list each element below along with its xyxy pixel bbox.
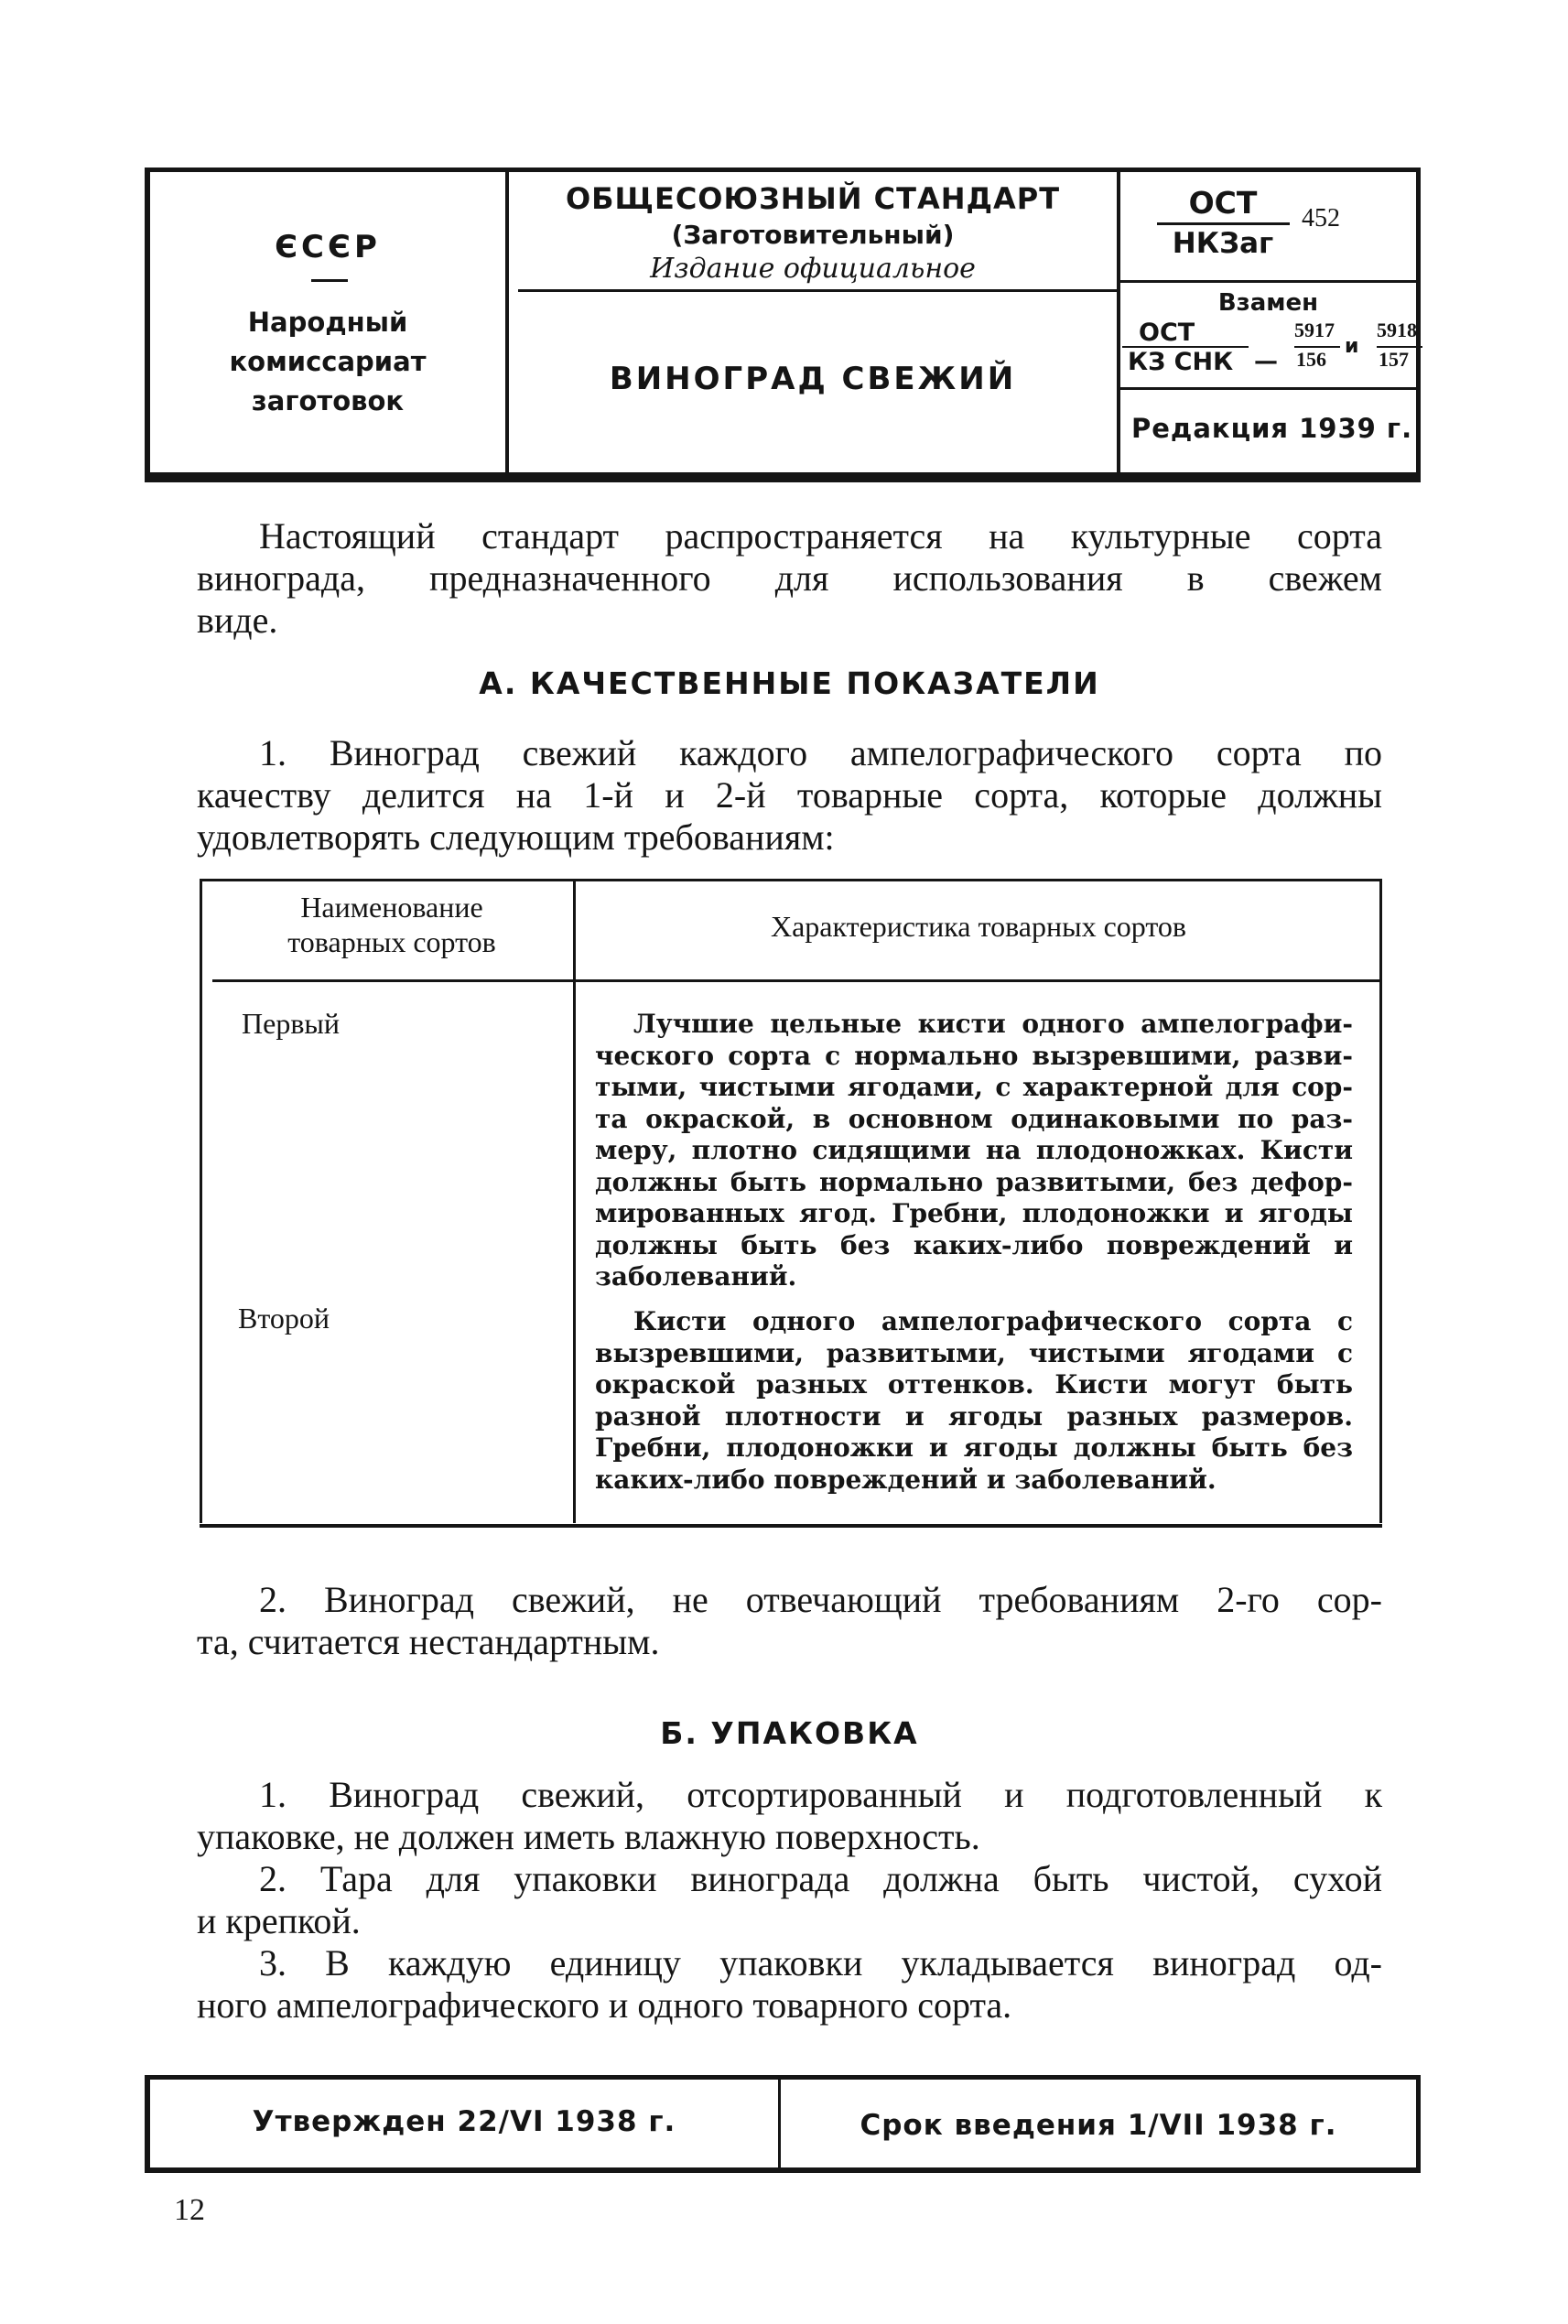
ost-number: 452 bbox=[1302, 204, 1340, 232]
table-header-line: товарных сортов bbox=[287, 925, 496, 958]
table-header-characteristics: Характеристика товарных сортов bbox=[770, 910, 1187, 943]
section-b-paragraph-2 bbox=[197, 1858, 1382, 1942]
ost-label: ОСТ bbox=[1188, 185, 1258, 221]
text-line: 2. Виноград свежий, не отвечающий требованиям 2-го сор- bbox=[259, 1579, 1382, 1620]
title-divider bbox=[518, 289, 1120, 292]
replaces-number-2: 5918 bbox=[1377, 319, 1417, 341]
designation-divider bbox=[1120, 280, 1416, 283]
effective-date: Срок введения 1/VII 1938 г. bbox=[860, 2109, 1337, 2142]
section-b-title: Б. УПАКОВКА bbox=[660, 1715, 919, 1751]
text-line: ного ампелографического и одного товарного сорта. bbox=[197, 1984, 1012, 2026]
standard-title: ОБЩЕСОЮЗНЫЙ СТАНДАРТ bbox=[565, 181, 1061, 216]
country-underline bbox=[311, 279, 348, 282]
title-column bbox=[509, 172, 1120, 472]
text-line: удовлетворять следующим требованиям: bbox=[197, 816, 835, 858]
standard-footer bbox=[145, 2080, 1421, 2167]
table-header-rule bbox=[212, 979, 1382, 982]
ost-fraction-bar bbox=[1157, 222, 1290, 225]
replaces-dash: — bbox=[1254, 348, 1278, 375]
replaces-ost: ОСТ bbox=[1139, 319, 1195, 347]
standard-header bbox=[145, 168, 1421, 477]
text-line: та окраской, в основном одинаковыми по раз- bbox=[595, 1103, 1353, 1134]
table-header-line: Наименование bbox=[300, 891, 483, 924]
text-line: 1. Виноград свежий, отсортированный и подготовленный к bbox=[259, 1774, 1382, 1815]
table-right-border bbox=[1379, 879, 1382, 1523]
designation-divider bbox=[1120, 387, 1416, 390]
replaces-label: Взамен bbox=[1217, 289, 1319, 317]
replaces-number-1: 5917 bbox=[1294, 319, 1335, 341]
text-line: упаковке, не должен иметь влажную поверхность. bbox=[197, 1816, 980, 1857]
text-line: Настоящий стандарт распространяется на культурные сорта bbox=[259, 515, 1382, 557]
text-line: 1. Виноград свежий каждого ампелографического сорта по bbox=[259, 732, 1382, 773]
section-a-paragraph-1 bbox=[197, 732, 1382, 859]
text-line: тыми, чистыми ягодами, с характерной для сор- bbox=[595, 1072, 1353, 1102]
product-name: ВИНОГРАД СВЕЖИЙ bbox=[609, 361, 1017, 397]
text-line: вызревшими, развитыми, чистыми ягодами с bbox=[595, 1337, 1353, 1368]
text-line: и крепкой. bbox=[197, 1900, 361, 1941]
revision-year: Редакция 1939 г. bbox=[1131, 413, 1413, 444]
issuing-body-line: заготовок bbox=[251, 385, 405, 416]
replaces-denominators bbox=[1120, 335, 1416, 376]
section-a-paragraph-2 bbox=[197, 1579, 1382, 1663]
issuer-column bbox=[150, 172, 509, 472]
text-line: Кисти одного ампелографического сорта с bbox=[633, 1306, 1353, 1336]
section-b-paragraph-1 bbox=[197, 1774, 1382, 1858]
grade-first-description bbox=[595, 1009, 1353, 1293]
text-line: Лучшие цельные кисти одного ампелографи- bbox=[633, 1009, 1353, 1039]
standard-subtitle: (Заготовительный) bbox=[671, 220, 955, 250]
table-top-rule bbox=[200, 879, 1382, 881]
text-line: разной плотности и ягоды разных размеров. bbox=[595, 1400, 1353, 1432]
replaces-org: КЗ СНК bbox=[1128, 348, 1234, 376]
page-number: 12 bbox=[174, 2193, 205, 2227]
text-line: Гребни, плодоножки и ягоды должны быть без bbox=[595, 1432, 1353, 1463]
table-bottom-rule bbox=[200, 1524, 1382, 1528]
section-a-title: А. КАЧЕСТВЕННЫЕ ПОКАЗАТЕЛИ bbox=[479, 665, 1100, 701]
text-line: меру, плотно сидящими на плодоножках. Кисти bbox=[595, 1135, 1353, 1165]
issuing-body-line: Народный bbox=[247, 307, 408, 338]
country-abbrev: ЄСЄР bbox=[275, 229, 381, 265]
text-line: 3. В каждую единицу упаковки укладывается виноград од- bbox=[259, 1942, 1382, 1984]
grade-second-description bbox=[595, 1306, 1353, 1496]
text-line: 2. Тара для упаковки винограда должна быть чистой, сухой bbox=[259, 1858, 1382, 1899]
grade-first-name: Первый bbox=[242, 1007, 341, 1040]
text-line: та, считается нестандартным. bbox=[197, 1621, 660, 1662]
text-line: качеству делится на 1-й и 2-й товарные сорта, которые должны bbox=[197, 774, 1382, 816]
section-b-paragraph-3 bbox=[197, 1942, 1382, 2027]
replaces-numerators bbox=[1120, 319, 1416, 346]
grade-second-name: Второй bbox=[238, 1302, 330, 1335]
text-line: каких-либо повреждений и заболеваний. bbox=[595, 1464, 1217, 1495]
text-line: должны быть нормально развитыми, без дефор- bbox=[595, 1166, 1353, 1197]
intro-paragraph bbox=[197, 515, 1382, 642]
table-left-border bbox=[200, 879, 202, 1523]
replaces-issue-2: 157 bbox=[1379, 348, 1409, 371]
issuing-body-line: комиссариат bbox=[229, 346, 427, 377]
table-column-divider bbox=[573, 879, 576, 1523]
table-header-grade bbox=[209, 890, 575, 959]
text-line: винограда, предназначенного для использования в свежем bbox=[197, 557, 1382, 599]
footer-rule bbox=[145, 2167, 1421, 2173]
edition-label: Издание официальное bbox=[650, 253, 976, 285]
issuing-body bbox=[150, 303, 505, 421]
replaces-issue-1: 156 bbox=[1296, 348, 1326, 371]
grade-table bbox=[200, 879, 1382, 1530]
text-line: должны быть без каких-либо повреждений и bbox=[595, 1229, 1353, 1260]
ost-agency: НКЗаг bbox=[1172, 227, 1274, 260]
designation-column bbox=[1120, 172, 1416, 472]
replaces-conjunction: и bbox=[1345, 335, 1359, 358]
text-line: окраской разных оттенков. Кисти могут быть bbox=[595, 1369, 1353, 1400]
text-line: мированных ягод. Гребни, плодоножки и ягоды bbox=[595, 1198, 1353, 1228]
text-line: виде. bbox=[197, 600, 278, 641]
text-line: ческого сорта с нормально вызревшими, разви- bbox=[595, 1040, 1353, 1071]
header-rule bbox=[145, 477, 1421, 482]
approval-date: Утвержден 22/VI 1938 г. bbox=[252, 2105, 676, 2138]
text-line: заболеваний. bbox=[595, 1261, 797, 1292]
